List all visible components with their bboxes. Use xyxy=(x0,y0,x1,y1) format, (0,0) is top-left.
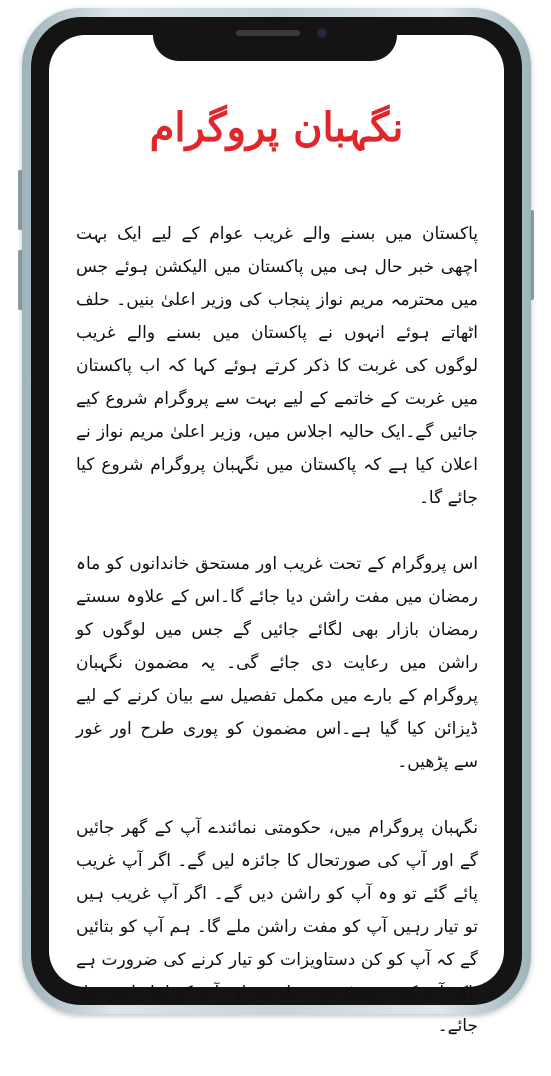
phone-notch xyxy=(153,17,397,61)
camera-icon xyxy=(316,27,328,39)
article-paragraph: نگہبان پروگرام میں، حکومتی نمائندے آپ کے گھر جائیں گے اور آپ کی صورتحال کا جائزہ لیں گے۔ اگر آپ غریب پائے گئے تو وہ آپ کو راشن دیں گے۔ اگر آپ غریب ہیں تو تیار رہیں آپ کو مفت راشن ملے گا۔ ہم آپ کو بتائیں گے کہ آپ کو کن دستاویزات کو تیار کرنے کی ضرورت ہے تاکہ آپ کی رجسٹریشن جلد ہو اور آپ کو اپنا راشن مل جائے۔ xyxy=(76,818,478,1036)
speaker-icon xyxy=(236,30,300,36)
article-paragraph: پاکستان میں بسنے والے غریب عوام کے لیے ایک بہت اچھی خبر حال ہی میں پاکستان میں الیکشن ہوئے جس میں محترمہ مریم نواز پنجاب کی وزیر اعلیٰ بنیں۔ حلف اٹھاتے ہوئے انہوں نے پاکستان میں بسنے والے غریب لوگوں کی غربت کا ذکر کرتے ہوئے کہا کہ اب پاکستان میں غربت کے خاتمے کے لیے بہت سے پروگرام شروع کیے جائیں گے۔ایک حالیہ اجلاس میں، وزیر اعلیٰ مریم نواز نے اعلان کیا ہے کہ پاکستان میں نگہبان پروگرام شروع کیا جائے گا۔ xyxy=(76,224,478,508)
article-body xyxy=(76,218,478,1076)
article-title: نگہبان پروگرام xyxy=(149,104,404,151)
article-paragraph: اس پروگرام کے تحت غریب اور مستحق خاندانوں کو ماہ رمضان میں مفت راشن دیا جائے گا۔اس کے علاوہ سستے رمضان بازار بھی لگائے جائیں گے جس میں لوگوں کو راشن میں رعایت دی جائے گی۔ یہ مضمون نگہبان پروگرام کے بارے میں مکمل تفصیل سے بیان کرنے کے لیے ڈیزائن کیا گیا ہے۔اس مضمون کو پوری طرح اور غور سے پڑھیں۔ xyxy=(76,554,478,772)
